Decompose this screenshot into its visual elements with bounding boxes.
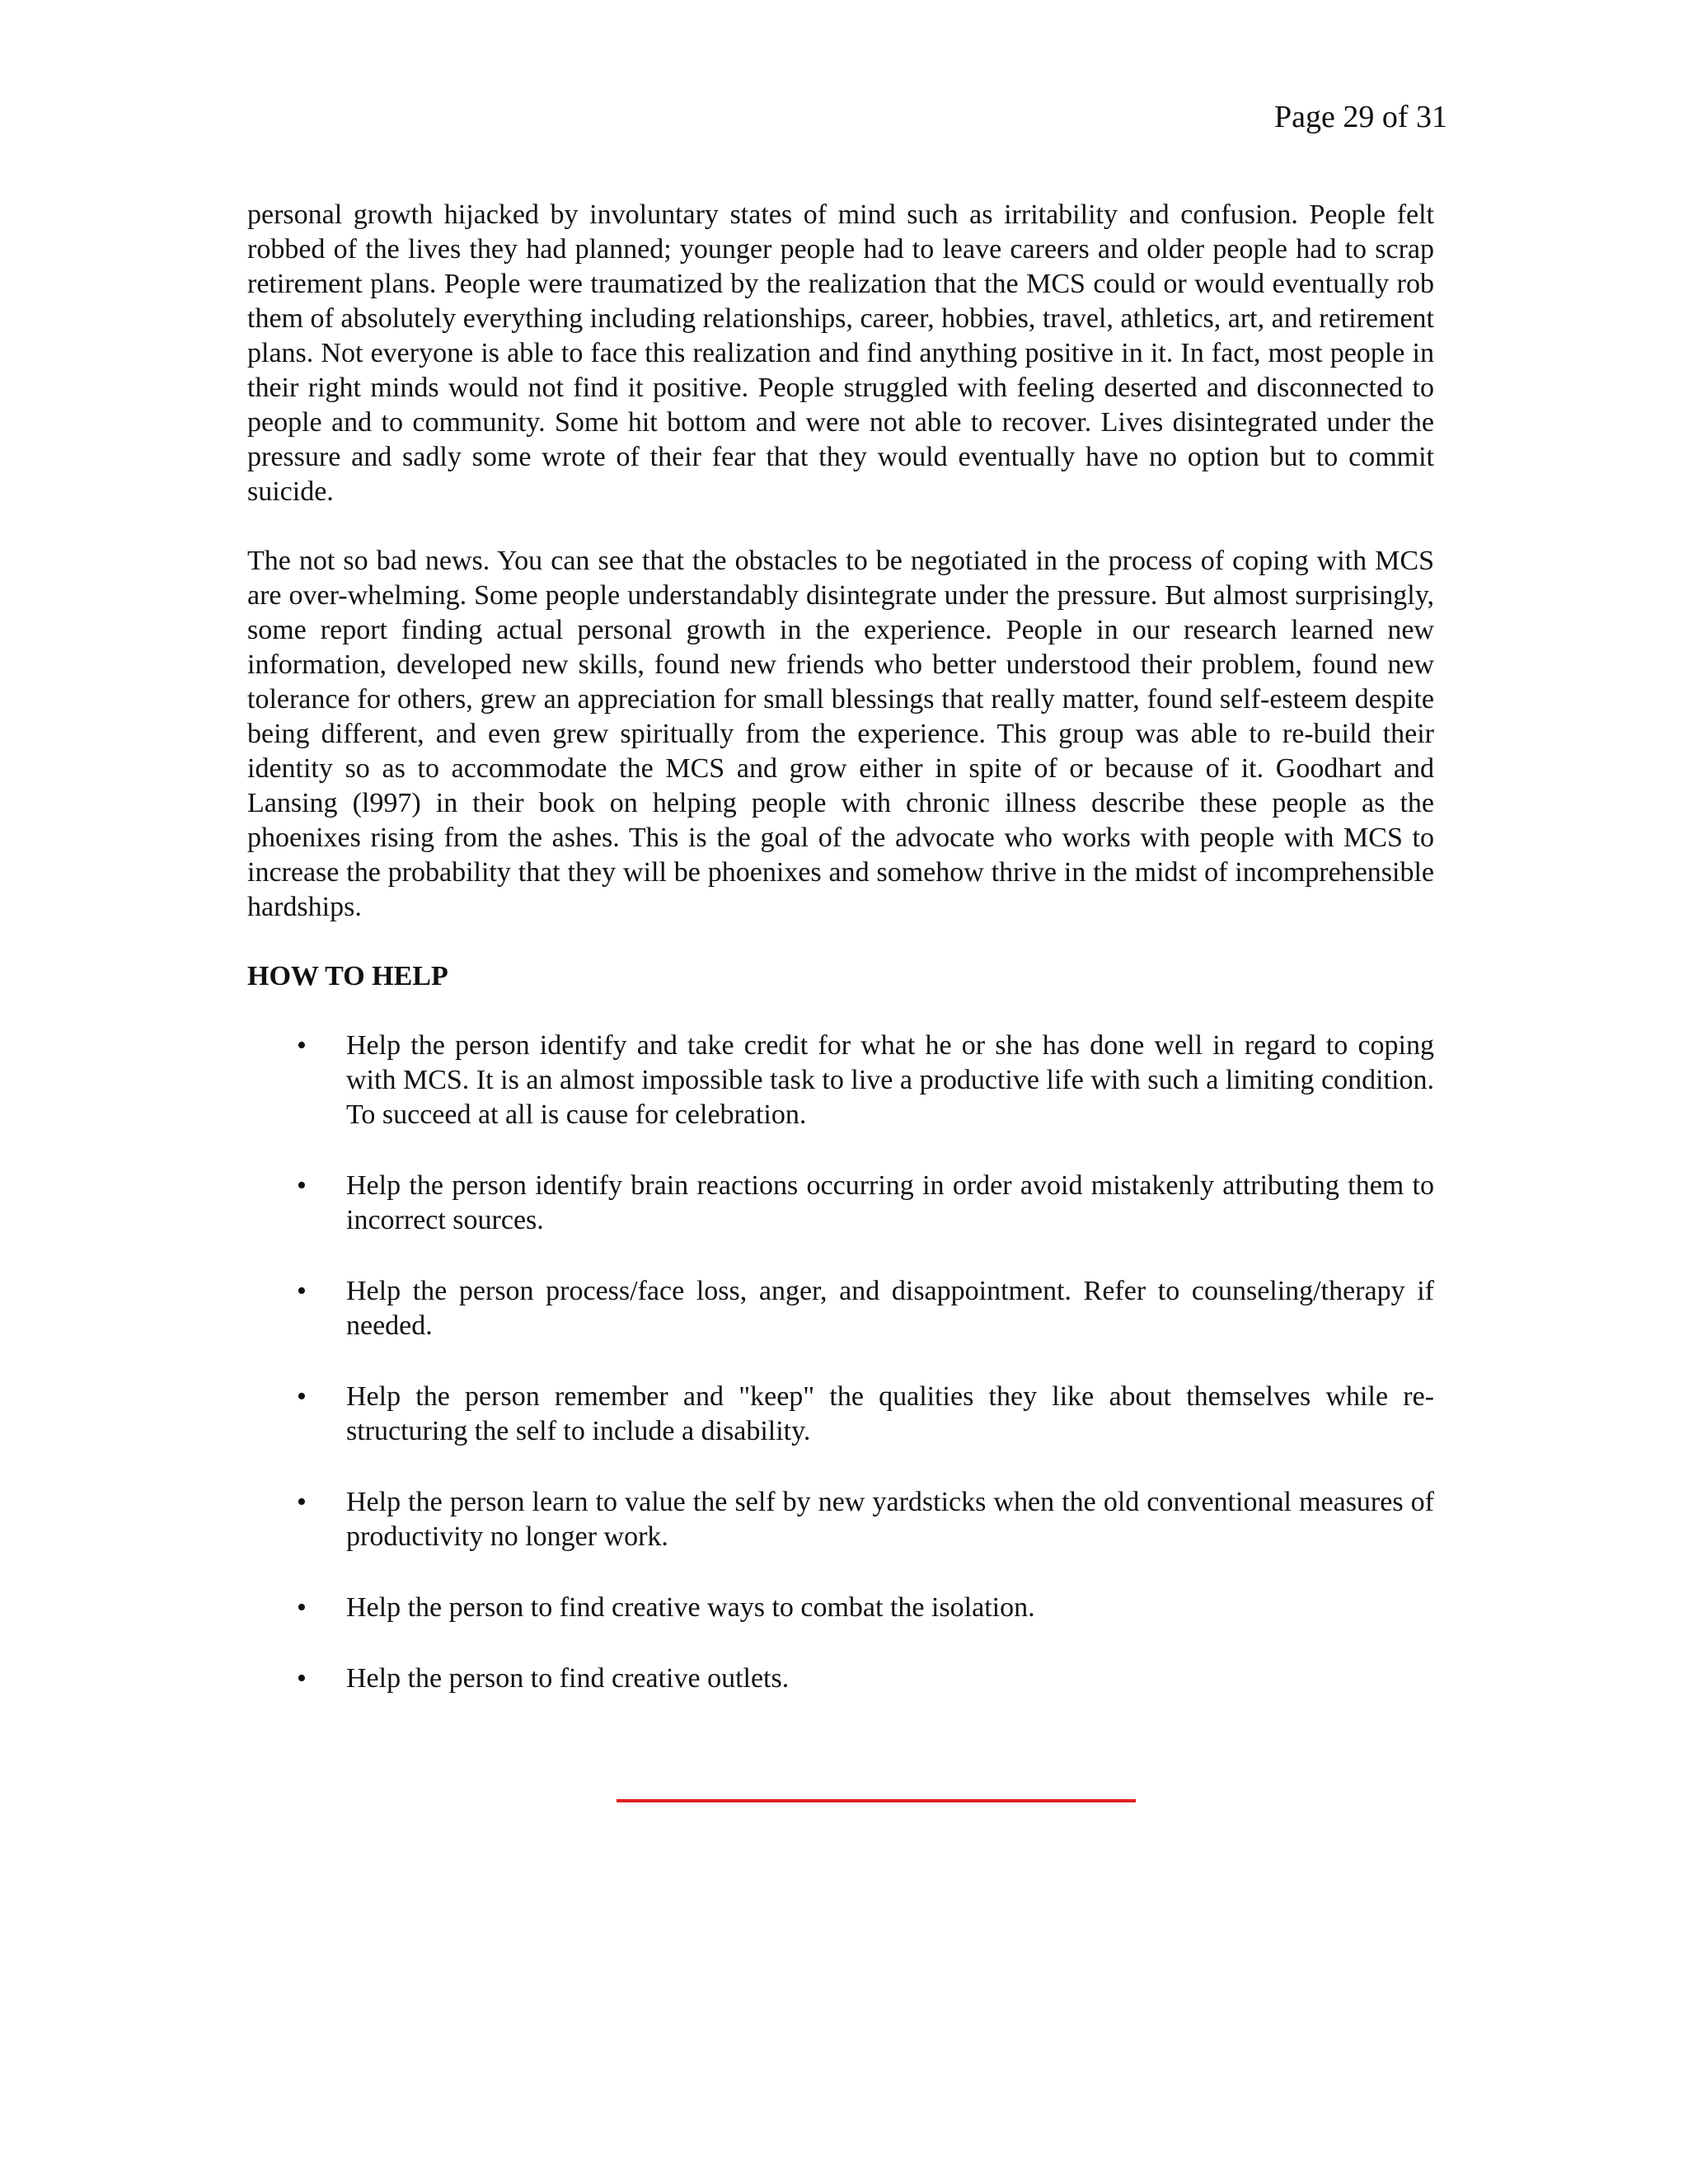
list-item xyxy=(247,1380,1434,1449)
bullet-icon: • xyxy=(297,1487,307,1517)
bullet-icon: • xyxy=(297,1663,307,1694)
section-heading: HOW TO HELP xyxy=(247,961,448,991)
bullet-icon: • xyxy=(297,1170,307,1201)
list-item xyxy=(247,1591,1434,1625)
bullet-icon: • xyxy=(297,1592,307,1623)
list-item-text: Help the person identify brain reactions occurring in order avoid mistakenly attributing them to incorrect sources. xyxy=(346,1170,1434,1235)
help-list xyxy=(247,1029,1434,1696)
list-item xyxy=(247,1029,1434,1132)
list-item xyxy=(247,1485,1434,1554)
list-item xyxy=(247,1169,1434,1238)
bullet-icon: • xyxy=(297,1030,307,1061)
bullet-icon: • xyxy=(297,1381,307,1412)
bullet-icon: • xyxy=(297,1276,307,1306)
paragraph-2: The not so bad news. You can see that the obstacles to be negotiated in the process of coping with MCS are over-whelming. Some people understandably disintegrate under the pressure. But almost surprisingly, some report finding actual personal growth in the experience. People in our research learned new information, developed new skills, found new friends who better understood their problem, found new tolerance for others, grew an appreciation for small blessings that really matter, found self-esteem despite being different, and even grew spiritually from the experience. This group was able to re-build their identity so as to accommodate the MCS and grow either in spite of or because of it. Goodhart and Lansing (l997) in their book on helping people with chronic illness describe these people as the phoenixes rising from the ashes. This is the goal of the advocate who works with people with MCS to increase the probability that they will be phoenixes and somehow thrive in the midst of incomprehensible hardships. xyxy=(247,546,1434,922)
section-divider xyxy=(617,1799,1136,1802)
page-number: Page 29 of 31 xyxy=(1273,100,1447,134)
paragraph-1: personal growth hijacked by involuntary states of mind such as irritability and confusion. People felt robbed of the lives they had planned; younger people had to leave careers and older people had to scrap retirement plans. People were traumatized by the realization that the MCS could or would eventually rob them of absolutely everything including relationships, career, hobbies, travel, athletics, art, and retirement plans. Not everyone is able to face this realization and find anything positive in it. In fact, most people in their right minds would not find it positive. People struggled with feeling deserted and disconnected to people and to community. Some hit bottom and were not able to recover. Lives disintegrated under the pressure and sadly some wrote of their fear that they would eventually have no option but to commit suicide. xyxy=(247,199,1434,507)
list-item-text: Help the person remember and "keep" the qualities they like about themselves while re-structuring the self to include a disability. xyxy=(346,1381,1434,1446)
document-body xyxy=(247,198,1434,1732)
list-item-text: Help the person process/face loss, anger, and disappointment. Refer to counseling/therapy if needed. xyxy=(346,1276,1434,1341)
list-item-text: Help the person identify and take credit for what he or she has done well in regard to coping with MCS. It is an almost impossible task to live a productive life with such a limiting condition. To succeed at all is cause for celebration. xyxy=(346,1030,1434,1130)
list-item xyxy=(247,1274,1434,1343)
list-item-text: Help the person learn to value the self by new yardsticks when the old conventional measures of productivity no longer work. xyxy=(346,1487,1434,1552)
list-item-text: Help the person to find creative ways to combat the isolation. xyxy=(346,1592,1035,1623)
list-item xyxy=(247,1661,1434,1696)
list-item-text: Help the person to find creative outlets. xyxy=(346,1663,790,1694)
